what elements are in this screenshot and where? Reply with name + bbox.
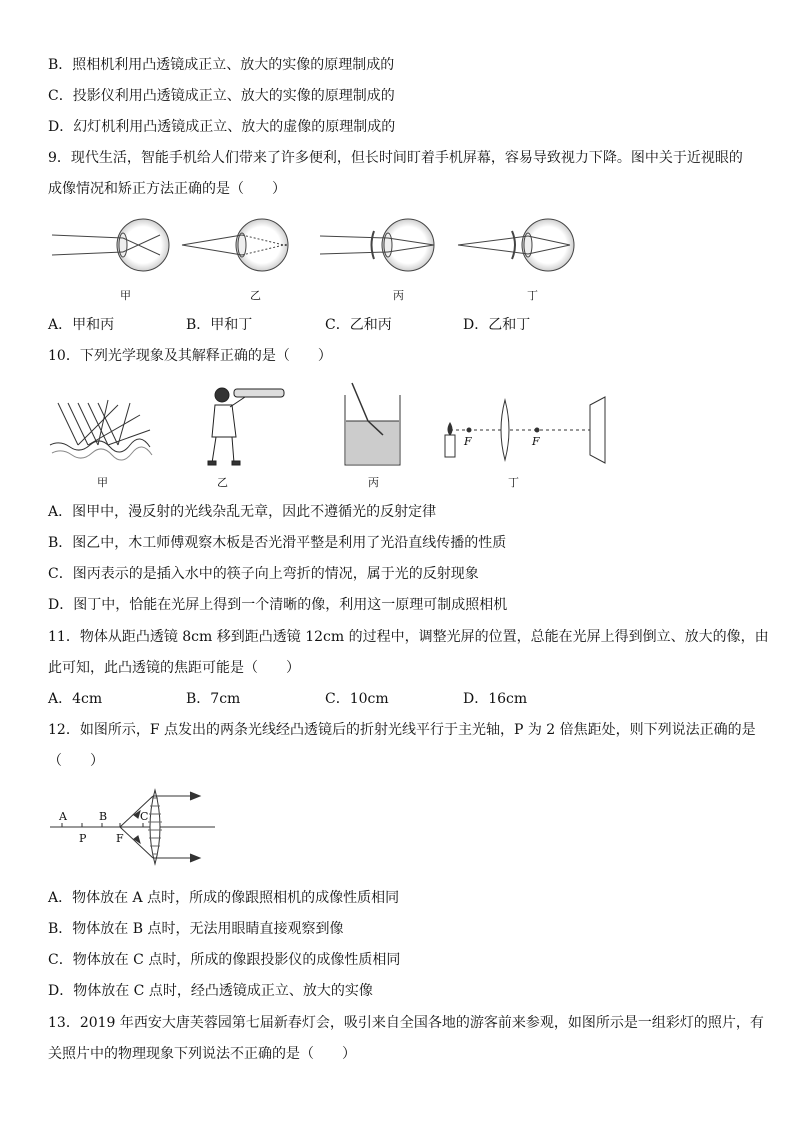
q9-stem-line2: 成像情况和矫正方法正确的是（ ）	[48, 181, 286, 197]
q8-option-d: D．幻灯机利用凸透镜成正立、放大的虚像的原理制成的	[48, 119, 396, 135]
q9-label-yi: 乙	[250, 289, 261, 302]
q10-label-jia: 甲	[97, 476, 108, 489]
q12-stem-line1: 12．如图所示，F 点发出的两条光线经凸透镜后的折射光线平行于主光轴，P 为 2 倍焦距处，则下列说法正确的是	[48, 722, 756, 738]
q12-option-b[interactable]: B．物体放在 B 点时，无法用眼睛直接观察到像	[48, 921, 344, 937]
q10-stem: 10．下列光学现象及其解释正确的是（ ）	[48, 348, 332, 364]
q9-option-c[interactable]: C．乙和丙	[325, 317, 392, 333]
q11-stem-line2: 此可知，此凸透镜的焦距可能是（ ）	[48, 660, 300, 676]
q12-option-c[interactable]: C．物体放在 C 点时，所成的像跟投影仪的成像性质相同	[48, 952, 401, 968]
eye-figure-bing	[320, 219, 434, 271]
q10-option-d[interactable]: D．图丁中，恰能在光屏上得到一个清晰的像，利用这一原理可制成照相机	[48, 597, 508, 613]
q9-option-d[interactable]: D．乙和丁	[463, 317, 531, 333]
q9-option-a[interactable]: A．甲和丙	[48, 317, 115, 333]
q10-option-b[interactable]: B．图乙中，木工师傅观察木板是否光滑平整是利用了光沿直线传播的性质	[48, 535, 507, 551]
q12-stem-line2: （ ）	[48, 753, 104, 769]
q9-option-b[interactable]: B．甲和丁	[186, 317, 253, 333]
q9-label-bing: 丙	[393, 289, 404, 302]
q12-point-f: F	[116, 832, 124, 845]
q8-option-c: C．投影仪利用凸透镜成正立、放大的实像的原理制成的	[48, 88, 395, 104]
q11-stem-line1: 11．物体从距凸透镜 8cm 移到距凸透镜 12cm 的过程中，调整光屏的位置，总能在光屏上得到倒立、放大的像，由	[48, 629, 769, 645]
eye-figure-jia	[52, 219, 169, 271]
q10-focus-label-2: F	[532, 435, 540, 448]
q11-option-d[interactable]: D．16cm	[463, 691, 528, 707]
q10-option-a[interactable]: A．图甲中，漫反射的光线杂乱无章，因此不遵循光的反射定律	[48, 504, 437, 520]
q12-option-d[interactable]: D．物体放在 C 点时，经凸透镜成正立、放大的实像	[48, 983, 373, 999]
chopstick-in-water-figure	[345, 383, 400, 465]
q10-option-c[interactable]: C．图丙表示的是插入水中的筷子向上弯折的情况，属于光的反射现象	[48, 566, 479, 582]
diffuse-reflection-figure	[50, 400, 152, 460]
q12-point-p: P	[79, 832, 87, 845]
q12-point-c: C	[140, 810, 149, 823]
carpenter-figure	[208, 388, 284, 465]
q10-label-bing: 丙	[368, 476, 379, 489]
q12-point-b: B	[99, 810, 108, 823]
eye-figure-yi	[182, 219, 288, 271]
q13-stem-line2: 关照片中的物理现象下列说法不正确的是（ ）	[48, 1046, 356, 1062]
q11-option-a[interactable]: A．4cm	[48, 691, 103, 707]
q10-figures	[0, 375, 793, 475]
q9-label-ding: 丁	[527, 289, 538, 302]
q9-label-jia: 甲	[120, 289, 131, 302]
eye-figure-ding	[458, 219, 574, 271]
q11-option-c[interactable]: C．10cm	[325, 691, 389, 707]
q10-label-yi: 乙	[217, 476, 228, 489]
q12-point-a: A	[59, 810, 67, 823]
q8-option-b: B．照相机利用凸透镜成正立、放大的实像的原理制成的	[48, 57, 395, 73]
q12-option-a[interactable]: A．物体放在 A 点时，所成的像跟照相机的成像性质相同	[48, 890, 400, 906]
q11-option-b[interactable]: B．7cm	[186, 691, 241, 707]
q9-stem-line1: 9．现代生活，智能手机给人们带来了许多便利，但长时间盯着手机屏幕，容易导致视力下降。图中关于近视眼的	[48, 150, 743, 166]
q10-label-ding: 丁	[508, 476, 519, 489]
q12-lens-figure	[0, 780, 793, 870]
candle-lens-screen-figure	[445, 397, 605, 463]
q10-focus-label-1: F	[464, 435, 472, 448]
q13-stem-line1: 13．2019 年西安大唐芙蓉园第七届新春灯会，吸引来自全国各地的游客前来参观，如图所示是一组彩灯的照片，有	[48, 1015, 764, 1031]
